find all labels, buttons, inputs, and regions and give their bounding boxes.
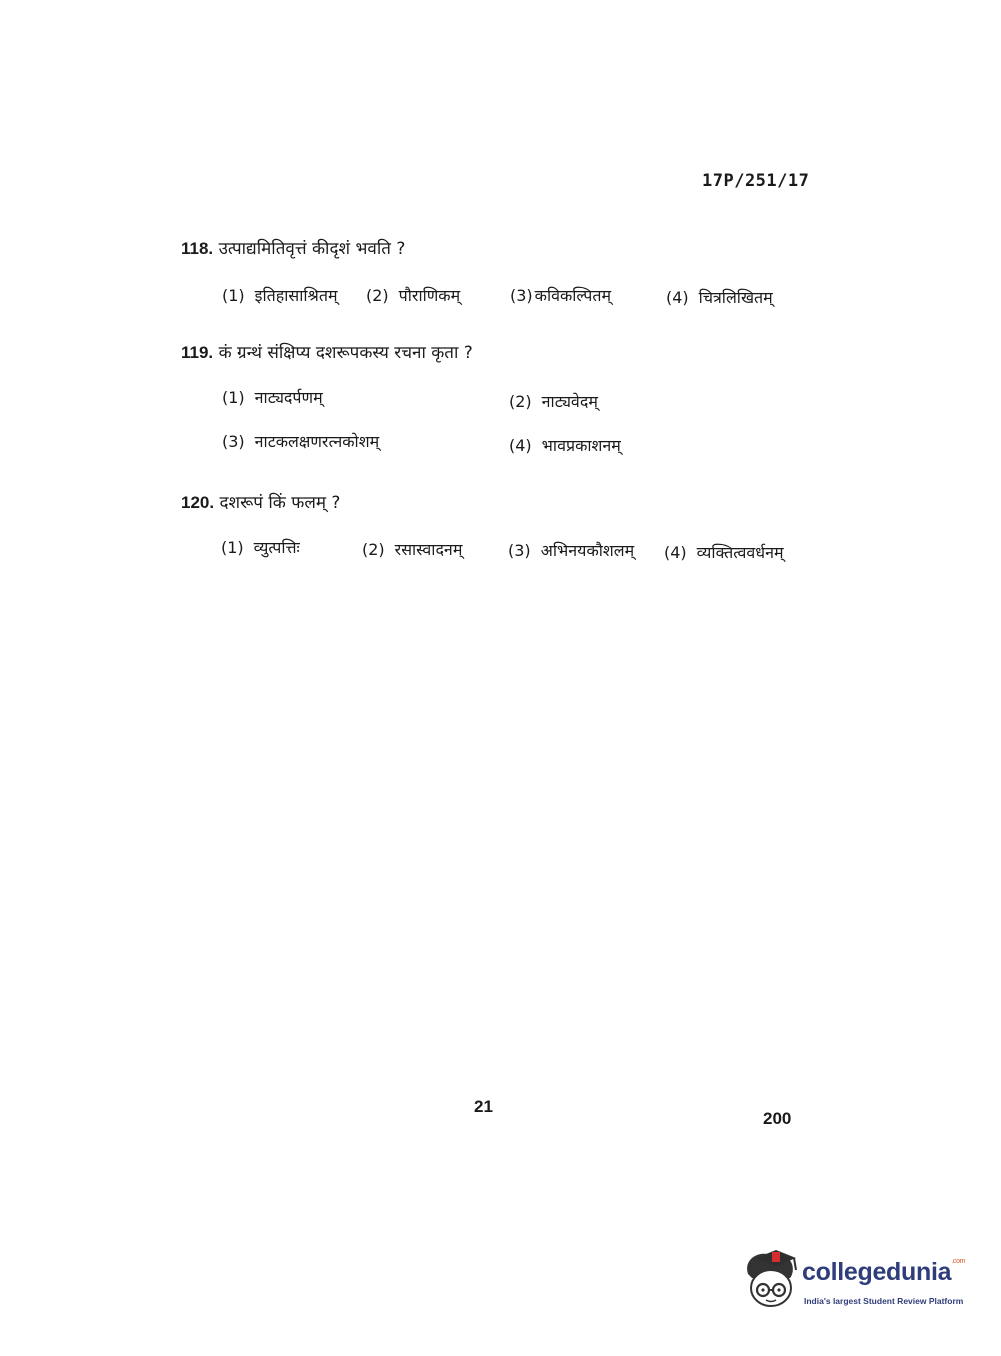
option-120-1 xyxy=(221,536,300,558)
option-number: (1) xyxy=(222,388,245,407)
brand-tagline: India's largest Student Review Platform xyxy=(804,1296,964,1306)
question-118 xyxy=(181,236,405,259)
option-118-3 xyxy=(510,284,611,306)
sheet-number: 200 xyxy=(763,1109,792,1128)
option-number: (3) xyxy=(222,432,245,451)
option-118-1 xyxy=(222,284,338,306)
option-text: नाट्यदर्पणम् xyxy=(254,388,323,407)
option-number: (4) xyxy=(509,436,532,455)
watermark-logo xyxy=(742,1248,972,1318)
option-text: अभिनयकौशलम् xyxy=(540,541,635,560)
option-number: (1) xyxy=(221,538,244,557)
question-text: उत्पाद्यमितिवृत्तं कीदृशं भवति ? xyxy=(218,239,406,259)
option-118-2 xyxy=(366,284,460,306)
mascot-icon xyxy=(742,1248,800,1312)
option-text: पौराणिकम् xyxy=(398,286,461,305)
brand-name: collegedunia$^{.com}$ xyxy=(802,1258,966,1286)
option-number: (4) xyxy=(666,288,689,307)
option-text: कविकल्पितम् xyxy=(534,286,612,305)
option-120-2 xyxy=(362,538,462,560)
question-number: 120. xyxy=(181,493,215,512)
option-number: (2) xyxy=(362,540,385,559)
question-text: कं ग्रन्थं संक्षिप्य दशरूपकस्य रचना कृता ? xyxy=(218,343,473,363)
option-text: चित्रलिखितम् xyxy=(698,288,773,307)
option-text: रसास्वादनम् xyxy=(394,540,463,559)
option-text: व्युत्पत्तिः xyxy=(253,538,300,557)
question-119 xyxy=(181,340,473,363)
option-text: भावप्रकाशनम् xyxy=(541,436,621,455)
option-number: (2) xyxy=(509,392,532,411)
question-number: 119. xyxy=(181,343,214,362)
option-119-3 xyxy=(222,430,379,452)
option-119-2 xyxy=(509,390,598,412)
question-120 xyxy=(181,490,340,513)
option-number: (1) xyxy=(222,286,245,305)
question-number: 118. xyxy=(181,239,214,258)
option-text: नाटकलक्षणरत्नकोशम् xyxy=(254,432,380,451)
page-number: 21 xyxy=(474,1097,493,1116)
option-118-4 xyxy=(666,286,773,308)
option-119-1 xyxy=(222,386,323,408)
option-number: (3) xyxy=(510,286,533,305)
option-text: इतिहासाश्रितम् xyxy=(254,286,338,305)
option-text: व्यक्तित्ववर्धनम् xyxy=(696,543,784,562)
option-number: (2) xyxy=(366,286,389,305)
option-text: नाट्यवेदम् xyxy=(541,392,598,411)
paper-code: 17P/251/17 xyxy=(702,171,810,191)
option-119-4 xyxy=(509,434,621,456)
option-120-3 xyxy=(508,539,634,561)
question-text: दशरूपं किं फलम् ? xyxy=(219,493,341,513)
option-number: (4) xyxy=(664,543,687,562)
option-number: (3) xyxy=(508,541,531,560)
option-120-4 xyxy=(664,541,784,563)
